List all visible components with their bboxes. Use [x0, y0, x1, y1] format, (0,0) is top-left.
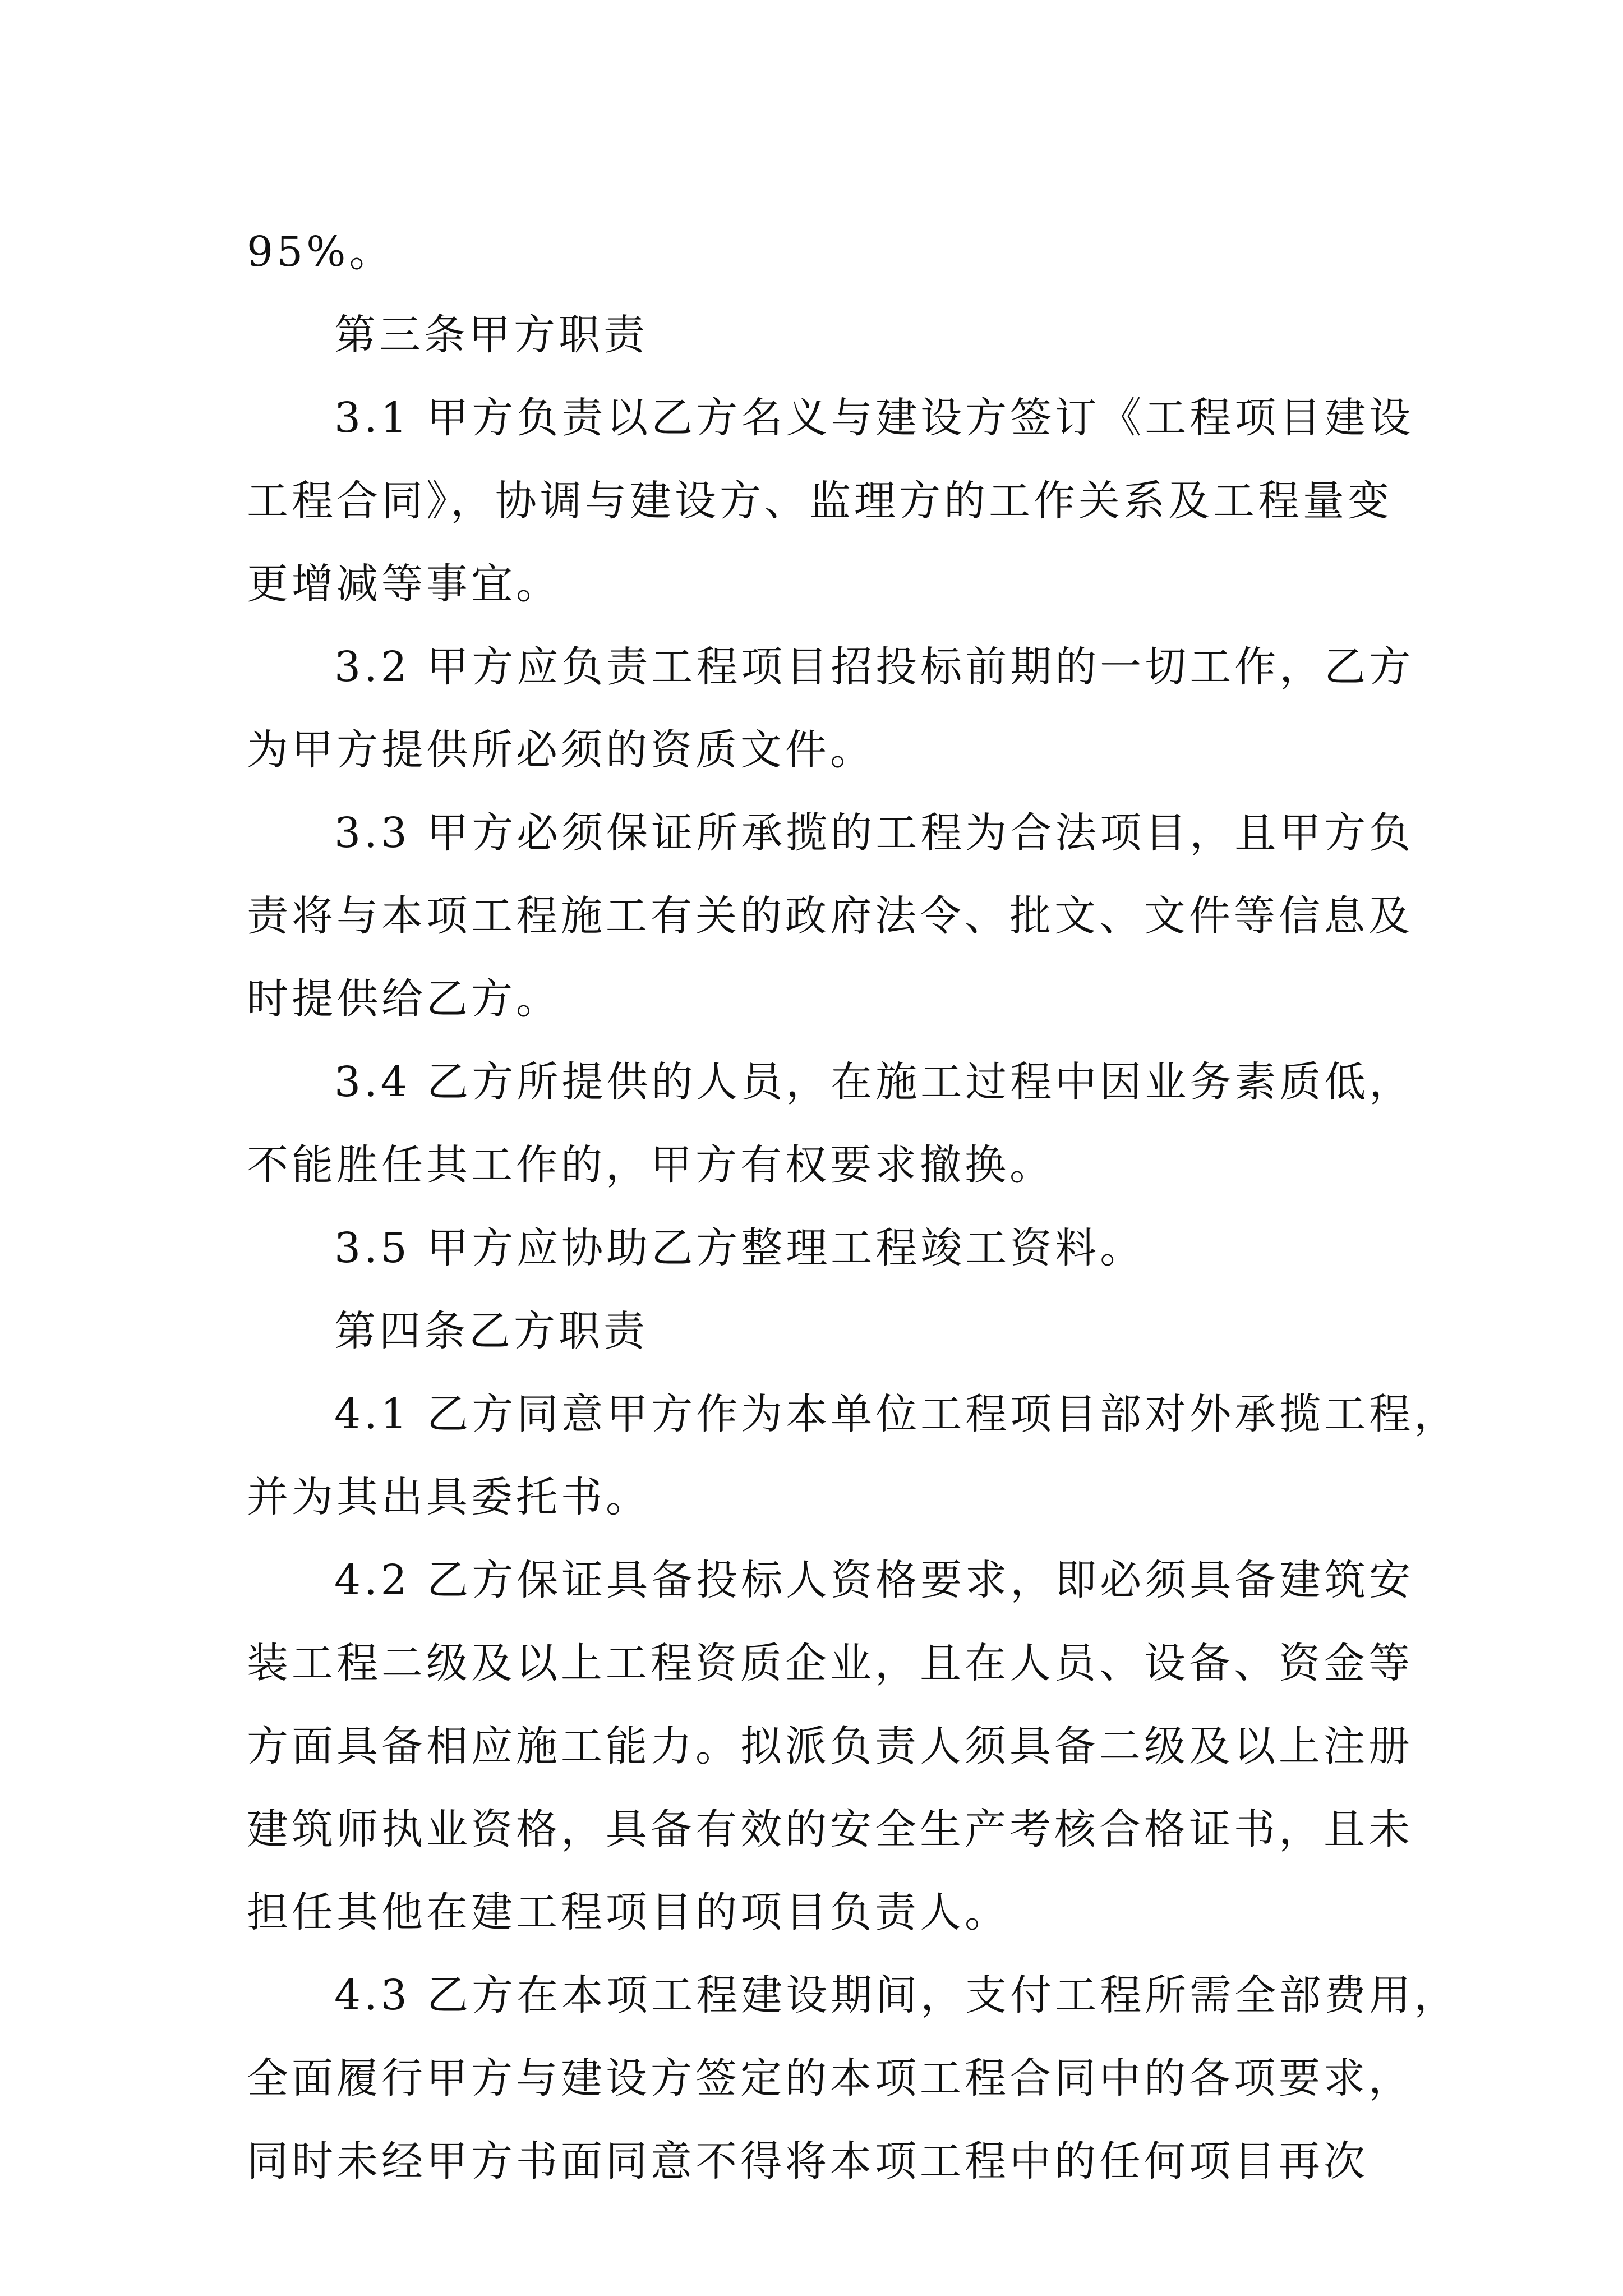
text-line: 95%。 [247, 228, 394, 276]
section-heading: 第三条甲方职责 [334, 311, 648, 359]
paragraph-line: 4.3 乙方在本项工程建设期间，支付工程所需全部费用， [334, 1971, 1459, 2019]
section-heading: 第四条乙方职责 [334, 1307, 648, 1355]
paragraph-line: 3.1 甲方负责以乙方名义与建设方签订《工程项目建设 [334, 394, 1414, 442]
paragraph-line: 不能胜任其工作的，甲方有权要求撤换。 [247, 1141, 1054, 1189]
paragraph-line: 4.1 乙方同意甲方作为本单位工程项目部对外承揽工程， [334, 1390, 1459, 1438]
paragraph-line: 3.3 甲方必须保证所承揽的工程为合法项目，且甲方负 [334, 809, 1414, 857]
paragraph-line: 4.2 乙方保证具备投标人资格要求，即必须具备建筑安 [334, 1556, 1414, 1604]
paragraph-line: 方面具备相应施工能力。拟派负责人须具备二级及以上注册 [247, 1722, 1413, 1770]
paragraph-line: 装工程二级及以上工程资质企业，且在人员、设备、资金等 [247, 1639, 1413, 1687]
paragraph-line: 3.4 乙方所提供的人员，在施工过程中因业务素质低， [334, 1058, 1414, 1106]
paragraph-line: 建筑师执业资格，具备有效的安全生产考核合格证书，且未 [247, 1805, 1413, 1853]
paragraph-line: 更增减等事宜。 [247, 560, 561, 608]
paragraph-line: 3.5 甲方应协助乙方整理工程竣工资料。 [334, 1224, 1145, 1272]
contract-text [247, 210, 1459, 2203]
paragraph-line: 时提供给乙方。 [247, 975, 561, 1023]
paragraph-line: 3.2 甲方应负责工程项目招投标前期的一切工作，乙方 [334, 643, 1414, 691]
paragraph-line: 同时未经甲方书面同意不得将本项工程中的任何项目再次 [247, 2137, 1368, 2185]
paragraph-line: 担任其他在建工程项目的项目负责人。 [247, 1888, 1009, 1936]
paragraph-line: 工程合同》，协调与建设方、监理方的工作关系及工程量变 [247, 477, 1393, 525]
paragraph-line: 全面履行甲方与建设方签定的本项工程合同中的各项要求， [247, 2054, 1413, 2102]
paragraph-line: 并为其出具委托书。 [247, 1473, 651, 1521]
paragraph-line: 责将与本项工程施工有关的政府法令、批文、文件等信息及 [247, 892, 1413, 940]
paragraph-line: 为甲方提供所必须的资质文件。 [247, 726, 875, 774]
